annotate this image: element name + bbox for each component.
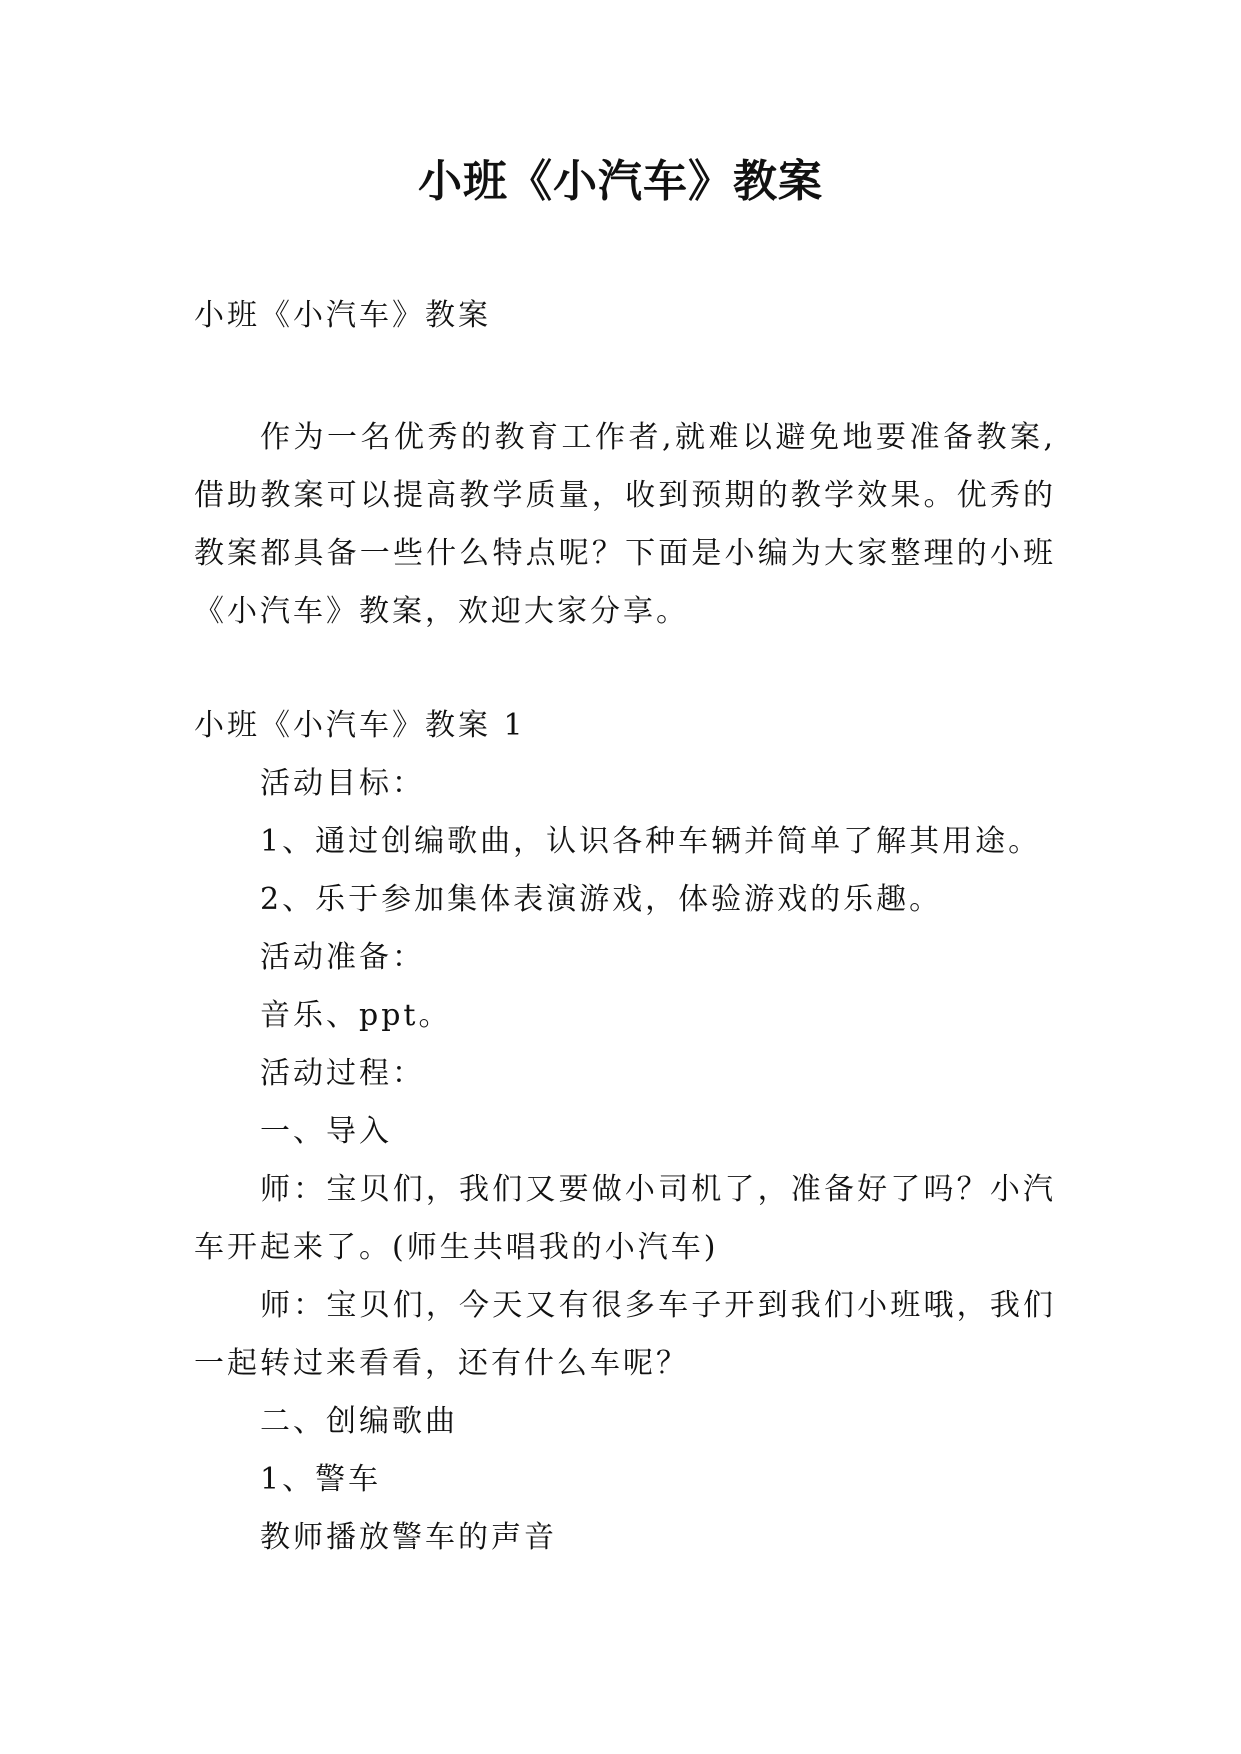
step-heading-intro: 一、导入	[260, 1114, 392, 1149]
section-heading: 小班《小汽车》教案 1	[194, 708, 526, 743]
step-heading-compose: 二、创编歌曲	[260, 1404, 458, 1439]
activity-process-heading: 活动过程：	[260, 1056, 425, 1091]
prep-materials: 音乐、ppt。	[260, 998, 452, 1033]
activity-prep-heading: 活动准备：	[260, 940, 425, 975]
activity-goal-heading: 活动目标：	[260, 766, 425, 801]
police-car-sound-line: 教师播放警车的声音	[260, 1520, 557, 1555]
goal-item-2: 2、乐于参加集体表演游戏，体验游戏的乐趣。	[260, 882, 943, 917]
goal-item-1: 1、通过创编歌曲，认识各种车辆并简单了解其用途。	[260, 824, 1042, 859]
intro-paragraph: 作为一名优秀的教育工作者,就难以避免地要准备教案,借助教案可以提高教学质量，收到预期的教学效果。优秀的教案都具备一些什么特点呢？下面是小编为大家整理的小班《小汽车》教案，欢迎大家分享。	[194, 420, 1056, 629]
document-body	[194, 287, 1056, 1567]
teacher-line-2: 师：宝贝们，今天又有很多车子开到我们小班哦，我们一起转过来看看，还有什么车呢？	[194, 1288, 1056, 1381]
sub-step-police-car: 1、警车	[260, 1462, 382, 1497]
document-subtitle: 小班《小汽车》教案	[194, 298, 491, 333]
teacher-line-1: 师：宝贝们，我们又要做小司机了，准备好了吗？小汽车开起来了。(师生共唱我的小汽车)	[194, 1172, 1056, 1265]
document-title: 小班《小汽车》教案	[418, 156, 823, 207]
